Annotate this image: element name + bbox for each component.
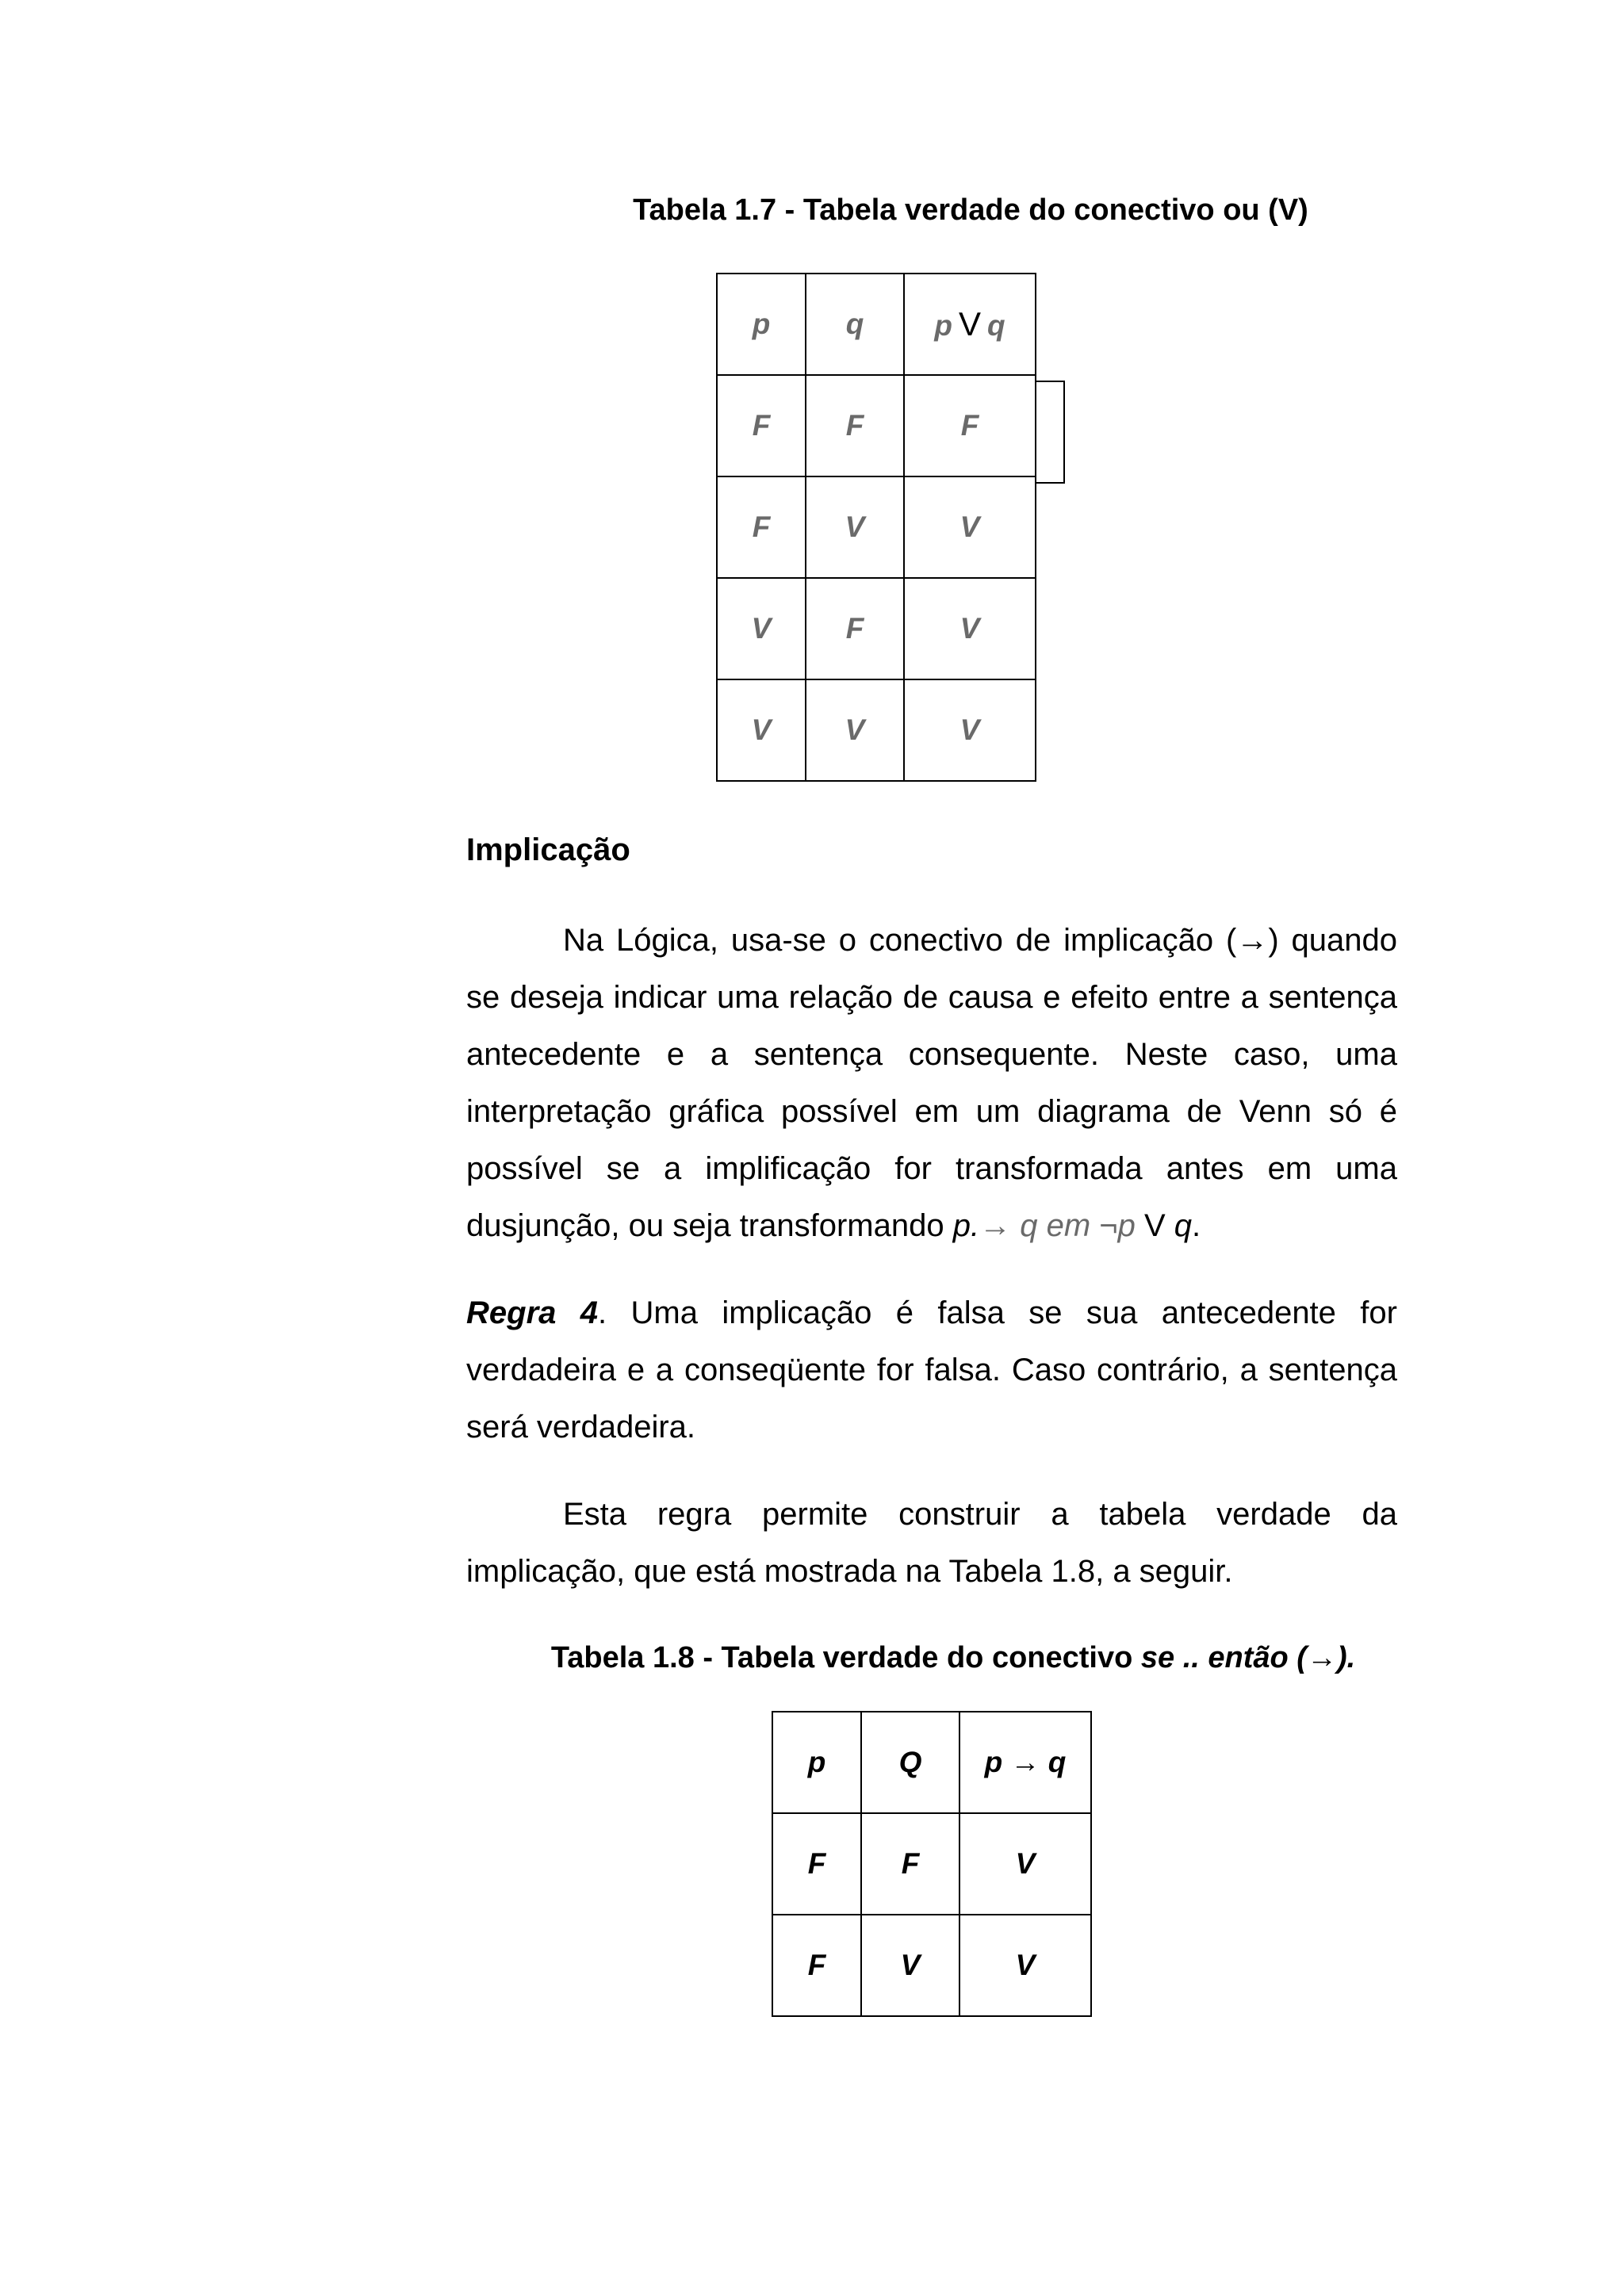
table-cell: V	[959, 1915, 1091, 2016]
table-cell: F	[717, 476, 806, 578]
caption-italic: se .. então (→).	[1140, 1641, 1356, 1674]
paragraph-table-reference	[466, 1486, 1397, 1600]
table-cell: F	[904, 375, 1036, 476]
table-cell: V	[959, 1813, 1091, 1915]
table-row	[717, 578, 1036, 679]
table-cell: F	[806, 375, 904, 476]
header-cell	[904, 274, 1036, 375]
table-header-row	[717, 274, 1036, 375]
table-cell: V	[806, 679, 904, 781]
or-right-operand: q	[987, 309, 1005, 342]
section-heading: Implicação	[466, 832, 630, 867]
table2-caption	[141, 1641, 1624, 1675]
header-cell: p	[717, 274, 806, 375]
rule-text: . Uma implicação é falsa se sua antecedente for verdadeira e a conseqüente for falsa. Caso contrário, a sentença será verdadeira.	[466, 1295, 1397, 1445]
paragraph-text: Esta regra permite construir a tabela verdade da implicação, que está mostrada na Tabela 1.8, a seguir.	[466, 1497, 1397, 1589]
paragraph-implication	[466, 912, 1397, 1254]
truth-table-implication	[772, 1711, 1092, 2017]
or-symbol: V	[958, 305, 981, 342]
table-cell: V	[904, 476, 1036, 578]
table-cell: F	[806, 578, 904, 679]
expression-q: q	[1174, 1208, 1193, 1243]
truth-table-or	[716, 273, 1036, 782]
expression-p: p.	[952, 1208, 980, 1243]
table-cell: V	[904, 679, 1036, 781]
paragraph-text: Na Lógica, usa-se o conectivo de implicação (→) quando se deseja indicar uma relação de causa e efeito entre a sentença antecedente e a sentença consequente. Neste caso, uma interpretação gráfica possível em um diagrama de Venn só é possível se a implificação for transformada antes em uma dusjunção, ou seja transformando	[466, 923, 1397, 1243]
table-cell: V	[717, 679, 806, 781]
table-row	[772, 1915, 1091, 2016]
paragraph-rule-4	[466, 1284, 1397, 1456]
table-cell: V	[861, 1915, 959, 2016]
table-cell: V	[904, 578, 1036, 679]
table-row	[717, 679, 1036, 781]
header-cell: q	[806, 274, 904, 375]
table-cell: V	[717, 578, 806, 679]
header-cell: Q	[861, 1712, 959, 1813]
caption-prefix: Tabela 1.8 - Tabela verdade do conectivo	[550, 1641, 1141, 1674]
expression-end: .	[1192, 1208, 1201, 1243]
table-row	[772, 1813, 1091, 1915]
table-header-row	[772, 1712, 1091, 1813]
or-left-operand: p	[934, 309, 952, 342]
rule-label: Regra 4	[466, 1295, 599, 1330]
table-cell: F	[717, 375, 806, 476]
table-cell: F	[861, 1813, 959, 1915]
header-cell: p	[772, 1712, 861, 1813]
table-row	[717, 375, 1036, 476]
table-row	[717, 476, 1036, 578]
expression-implication: → q em ¬p	[979, 1208, 1136, 1243]
stray-cell-border	[1035, 381, 1065, 484]
header-cell: p → q	[959, 1712, 1091, 1813]
table-cell: F	[772, 1915, 861, 2016]
table-cell: F	[772, 1813, 861, 1915]
table-cell: V	[806, 476, 904, 578]
table1-caption: Tabela 1.7 - Tabela verdade do conectivo ou (V)	[633, 193, 1308, 227]
expression-or: V	[1135, 1208, 1174, 1243]
